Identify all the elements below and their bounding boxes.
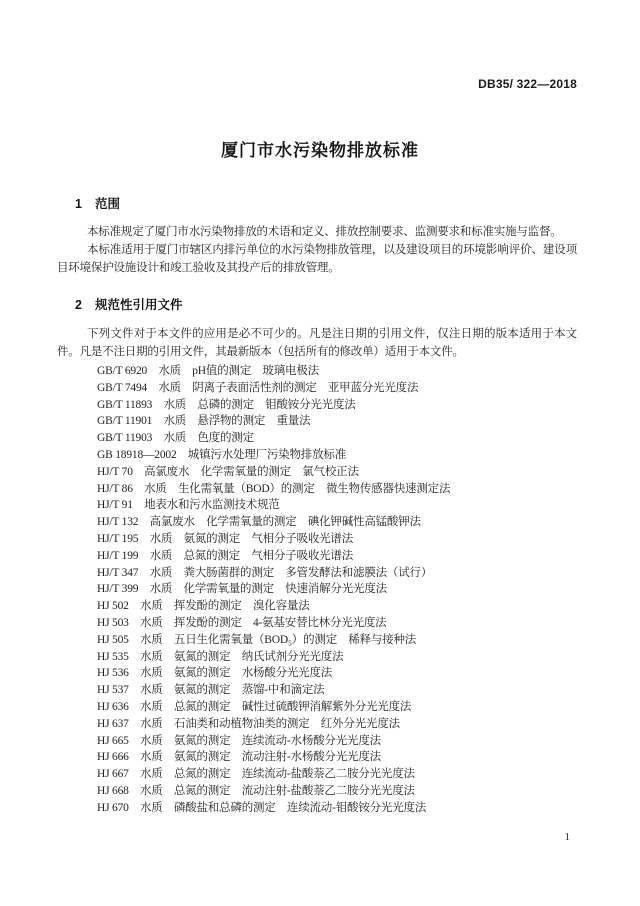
section-2-heading bbox=[75, 295, 182, 313]
reference-item: GB/T 6920 水质 pH值的测定 玻璃电极法 bbox=[97, 365, 319, 377]
page-number: 1 bbox=[564, 831, 570, 843]
reference-item: GB 18918—2002 城镇污水处理厂污染物排放标准 bbox=[97, 448, 346, 461]
reference-item: HJ 637 水质 石油类和动植物油类的测定 红外分光光度法 bbox=[97, 717, 400, 730]
reference-item: HJ 670 水质 磷酸盐和总磷的测定 连续流动-钼酸铵分光光度法 bbox=[97, 801, 427, 814]
reference-item: HJ/T 70 高氯废水 化学需氧量的测定 氯气校正法 bbox=[97, 465, 359, 478]
reference-item: HJ 536 水质 氨氮的测定 水杨酸分光光度法 bbox=[97, 667, 333, 680]
reference-item: HJ/T 195 水质 氨氮的测定 气相分子吸收光谱法 bbox=[97, 532, 354, 545]
paragraph-references-intro: 下列文件对于本文件的应用是必不可少的。凡是注日期的引用文件，仅注日期的版本适用于本文件。凡是不注日期的引用文件，其最新版本（包括所有的修改单）适用于本文件。 bbox=[57, 328, 577, 358]
paragraph-scope-1: 本标准规定了厦门市水污染物排放的术语和定义、排放控制要求、监测要求和标准实施与监督。 bbox=[87, 226, 562, 238]
section-2-body bbox=[57, 326, 577, 362]
reference-item: HJ/T 399 水质 化学需氧量的测定 快速消解分光光度法 bbox=[97, 583, 387, 596]
doc-code: DB35/ 322—2018 bbox=[478, 77, 577, 91]
reference-item: HJ/T 132 高氯废水 化学需氧量的测定 碘化钾碱性高锰酸钾法 bbox=[97, 516, 421, 529]
reference-item: HJ 537 水质 氨氮的测定 蒸馏-中和滴定法 bbox=[97, 684, 325, 697]
section-2-label: 规范性引用文件 bbox=[94, 298, 183, 312]
section-2-number: 2 bbox=[75, 298, 82, 312]
section-1-heading bbox=[75, 194, 120, 212]
reference-item: HJ 667 水质 总氮的测定 连续流动-盐酸萘乙二胺分光光度法 bbox=[97, 768, 415, 781]
reference-item: HJ/T 199 水质 总氮的测定 气相分子吸收光谱法 bbox=[97, 549, 354, 562]
reference-item: HJ 502 水质 挥发酚的测定 溴化容量法 bbox=[97, 600, 310, 613]
reference-item: GB/T 11903 水质 色度的测定 bbox=[97, 432, 254, 445]
reference-item: HJ/T 91 地表水和污水监测技术规范 bbox=[97, 499, 280, 512]
page-title: 厦门市水污染物排放标准 bbox=[221, 141, 419, 160]
reference-list bbox=[97, 363, 610, 817]
section-1-body bbox=[57, 224, 577, 277]
paragraph-scope-2: 本标准适用于厦门市辖区内排污单位的水污染物排放管理，以及建设项目的环境影响评价、建设项目环境保护设施设计和竣工验收及其投产后的排放管理。 bbox=[57, 243, 577, 274]
reference-item: HJ 535 水质 氨氮的测定 纳氏试剂分光光度法 bbox=[97, 650, 344, 663]
reference-item: HJ 665 水质 氨氮的测定 连续流动-水杨酸分光光度法 bbox=[97, 734, 381, 747]
section-1-number: 1 bbox=[75, 197, 82, 211]
section-1-label: 范围 bbox=[94, 197, 120, 211]
reference-item: HJ 505 水质 五日生化需氧量（BOD₅）的测定 稀释与接种法 bbox=[97, 633, 417, 646]
reference-item: HJ/T 86 水质 生化需氧量（BOD）的测定 微生物传感器快速测定法 bbox=[97, 482, 451, 495]
reference-item: HJ 666 水质 氨氮的测定 流动注射-水杨酸分光光度法 bbox=[97, 751, 381, 764]
reference-item: GB/T 11893 水质 总磷的测定 钼酸铵分光光度法 bbox=[97, 398, 356, 411]
reference-item: HJ 503 水质 挥发酚的测定 4-氨基安替比林分光光度法 bbox=[97, 616, 387, 629]
reference-item: HJ 668 水质 总氮的测定 流动注射-盐酸萘乙二胺分光光度法 bbox=[97, 784, 415, 797]
reference-item: GB/T 7494 水质 阴离子表面活性剂的测定 亚甲蓝分光光度法 bbox=[97, 381, 419, 394]
reference-item: GB/T 11901 水质 悬浮物的测定 重量法 bbox=[97, 415, 311, 428]
reference-item: HJ/T 347 水质 粪大肠菌群的测定 多管发酵法和滤膜法（试行） bbox=[97, 566, 433, 579]
reference-item: HJ 636 水质 总氮的测定 碱性过硫酸钾消解紫外分光光度法 bbox=[97, 700, 412, 713]
